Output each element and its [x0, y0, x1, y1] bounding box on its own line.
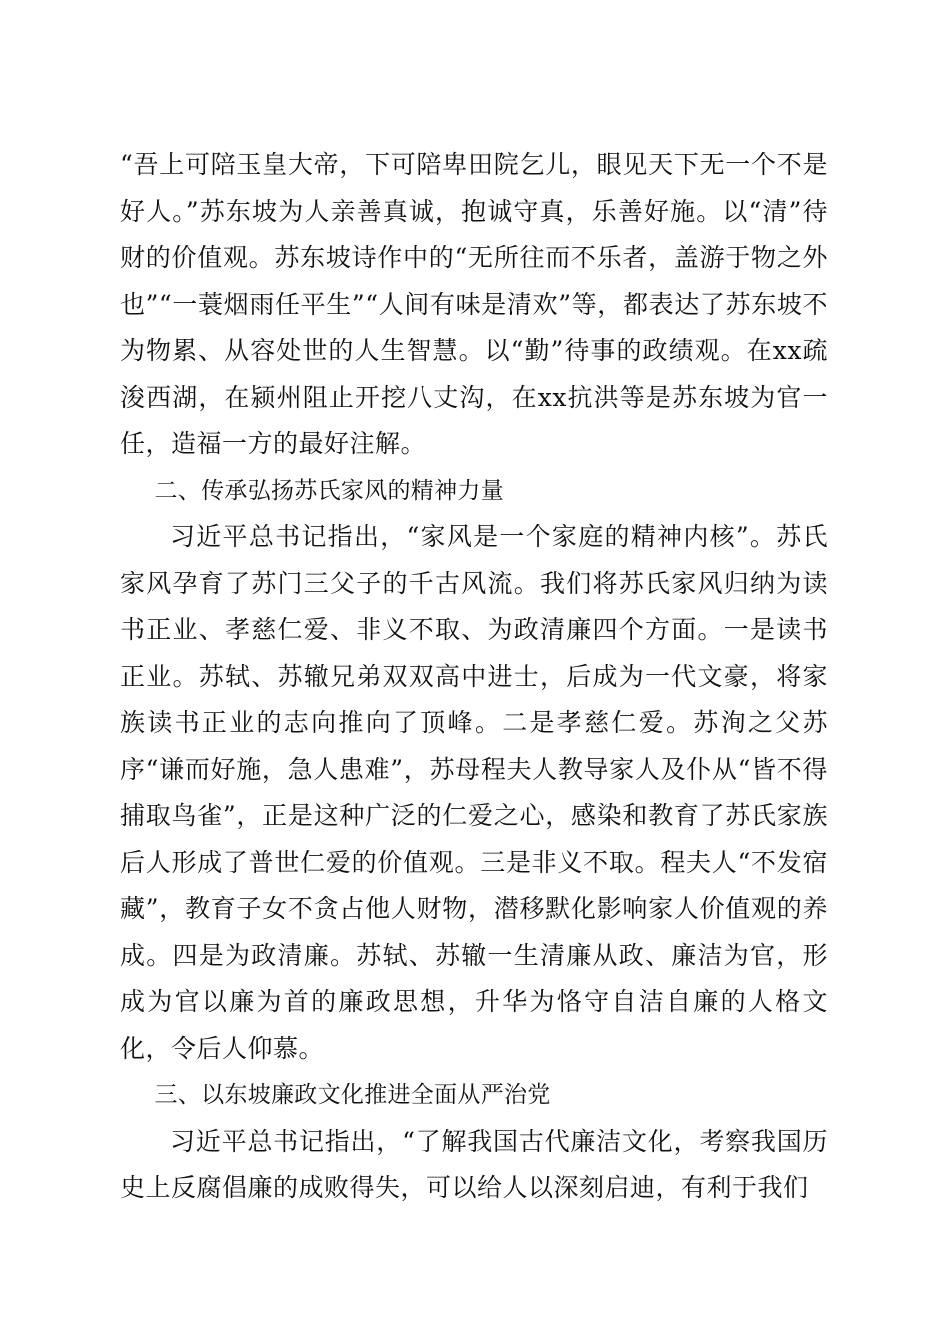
section-heading-3: 三、以东坡廉政文化推进全面从严治党: [154, 1082, 551, 1108]
body-paragraph-3: 习近平总书记指出，“了解我国古代廉洁文化，考察我国历史上反腐倡廉的成败得失，可以给人以深刻启迪，有利于我们: [120, 1126, 828, 1202]
document-body: [120, 142, 828, 1212]
body-paragraph-2: 习近平总书记指出，“家风是一个家庭的精神内核”。苏氏家风孕育了苏门三父子的千古风流。我们将苏氏家风归纳为读书正业、孝慈仁爱、非义不取、为政清廉四个方面。一是读书正业。苏轼、苏辙兄弟双双高中进士，后成为一代文豪，将家族读书正业的志向推向了顶峰。二是孝慈仁爱。苏洵之父苏序“谦而好施，急人患难”，苏母程夫人教导家人及仆从“皆不得捕取鸟雀”，正是这种广泛的仁爱之心，感染和教育了苏氏家族后人形成了普世仁爱的价值观。三是非义不取。程夫人“不发宿藏”，教育子女不贪占他人财物，潜移默化影响家人价值观的养成。四是为政清廉。苏轼、苏辙一生清廉从政、廉洁为官，形成为官以廉为首的廉政思想，升华为恪守自洁自廉的人格文化，令后人仰慕。: [120, 522, 828, 1063]
body-paragraph-1: “吾上可陪玉皇大帝，下可陪卑田院乞儿，眼见天下无一个不是好人。”苏东坡为人亲善真诚，抱诚守真，乐善好施。以“清”待财的价值观。苏东坡诗作中的“无所往而不乐者，盖游于物之外也”“一蓑烟雨任平生”“人间有味是清欢”等，都表达了苏东坡不为物累、从容处世的人生智慧。以“勤”待事的政绩观。在xx疏浚西湖，在颍州阻止开挖八丈沟，在xx抗洪等是苏东坡为官一任，造福一方的最好注解。: [120, 150, 828, 458]
section-heading-2: 二、传承弘扬苏氏家风的精神力量: [154, 477, 504, 504]
